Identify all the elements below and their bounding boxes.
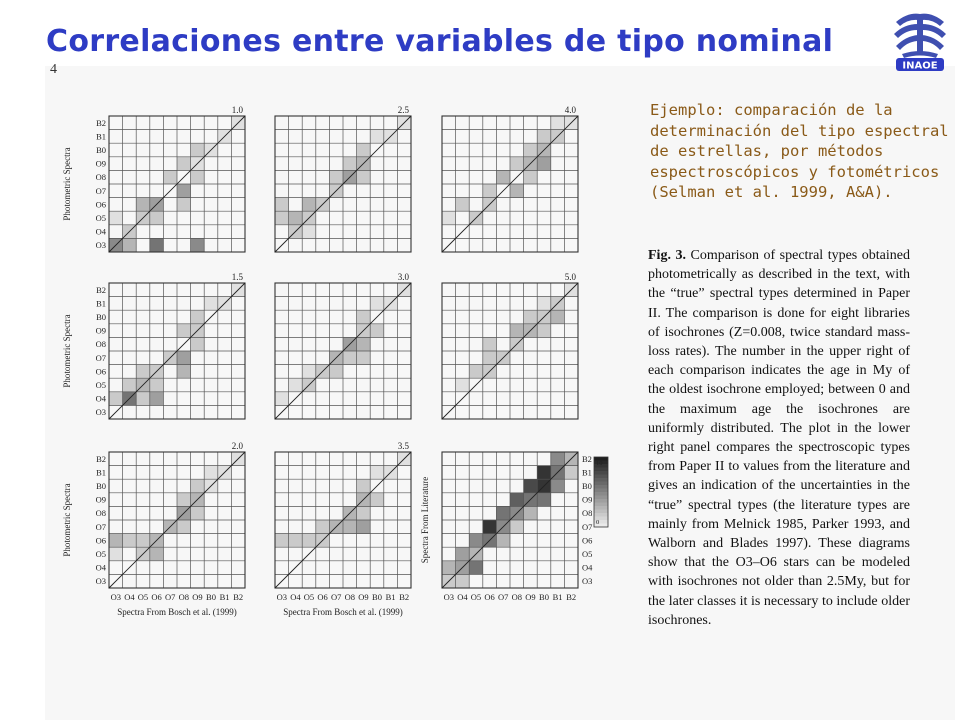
y-tick-label: O3	[95, 407, 106, 418]
heatmap-cell	[150, 392, 164, 406]
heatmap-cell	[357, 310, 371, 324]
heatmap-cell	[370, 297, 384, 311]
y-tick-label: B2	[582, 453, 592, 464]
heatmap-cell	[177, 520, 191, 534]
y-tick-label: O7	[582, 521, 593, 532]
heatmap-cell	[357, 479, 371, 493]
panel-age-label: 2.0	[231, 441, 243, 451]
heatmap-cell	[537, 157, 551, 171]
heatmap-cell	[551, 116, 565, 130]
x-tick-label: O8	[344, 592, 355, 602]
heatmap-cell	[469, 534, 483, 548]
colorbar-max-label: 10	[596, 460, 603, 467]
y-tick-label: O4	[95, 393, 106, 404]
heatmap-cell	[289, 211, 303, 225]
colorbar-step	[594, 492, 608, 496]
heatmap-cell	[191, 170, 205, 184]
y-tick-label: O6	[95, 199, 106, 210]
heatmap-cell	[123, 534, 137, 548]
heatmap-cell	[136, 365, 150, 379]
colorbar-step	[594, 499, 608, 503]
heatmap-cell	[275, 392, 289, 406]
y-tick-label: B2	[96, 117, 106, 128]
heatmap-cell	[456, 574, 470, 588]
y-tick-label: O6	[95, 535, 106, 546]
y-tick-label: B0	[96, 144, 106, 155]
heatmap-cell	[150, 547, 164, 561]
colorbar-min-label: 0	[596, 519, 600, 526]
y-tick-label: O7	[95, 185, 106, 196]
heatmap-cell	[191, 310, 205, 324]
x-tick-label: O9	[358, 592, 369, 602]
colorbar-step	[594, 496, 608, 500]
heatmap-cell	[136, 534, 150, 548]
x-tick-label: O3	[110, 592, 121, 602]
x-tick-label: O4	[124, 592, 135, 602]
x-tick-label: O9	[192, 592, 203, 602]
y-tick-label: B2	[96, 453, 106, 464]
x-tick-label: O6	[484, 592, 495, 602]
heatmap-cell	[510, 520, 524, 534]
heatmap-cell	[537, 493, 551, 507]
y-tick-label: O6	[582, 535, 593, 546]
heatmap-cell	[357, 351, 371, 365]
x-tick-label: O4	[457, 592, 468, 602]
heatmap-cell	[177, 324, 191, 338]
heatmap-cell	[191, 337, 205, 351]
heatmap-cell	[177, 157, 191, 171]
heatmap-cell	[524, 479, 538, 493]
y-tick-label: O3	[95, 240, 106, 251]
y-tick-label: O4	[582, 562, 593, 573]
y-tick-label: O9	[95, 158, 106, 169]
heatmap-cell	[150, 238, 164, 252]
x-tick-label: O8	[511, 592, 522, 602]
colorbar-step	[594, 482, 608, 486]
colorbar-step	[594, 468, 608, 472]
heatmap-cell	[177, 365, 191, 379]
y-tick-label: B1	[96, 131, 106, 142]
x-tick-label: O6	[151, 592, 162, 602]
y-tick-label: B2	[96, 284, 106, 295]
y-tick-label: B0	[582, 480, 592, 491]
heatmap-cell	[191, 479, 205, 493]
y-tick-label: O8	[95, 339, 106, 350]
heatmap-cell	[510, 324, 524, 338]
heatmap-cell	[177, 198, 191, 212]
y-tick-label: B1	[96, 467, 106, 478]
panel-age-label: 3.0	[397, 272, 409, 282]
heatmap-cell	[357, 170, 371, 184]
panel-age-label: 1.0	[231, 105, 243, 115]
y-tick-label: O7	[95, 352, 106, 363]
heatmap-cell	[469, 561, 483, 575]
heatmap-cell	[370, 130, 384, 144]
heatmap-cell	[123, 378, 137, 392]
heatmap-cell	[551, 310, 565, 324]
x-tick-label: B0	[539, 592, 549, 602]
heatmap-cell	[370, 493, 384, 507]
colorbar-step	[594, 485, 608, 489]
heatmap-cell	[302, 198, 316, 212]
heatmap-cell	[109, 534, 123, 548]
heatmap-cell	[496, 534, 510, 548]
x-tick-label: B1	[219, 592, 230, 602]
y-tick-label: O9	[95, 325, 106, 336]
heatmap-cell	[163, 170, 177, 184]
y-tick-label: B1	[96, 298, 106, 309]
y-axis-label-literature: Spectra From Literature	[420, 476, 430, 564]
x-tick-label: O6	[317, 592, 328, 602]
heatmap-cell	[177, 351, 191, 365]
heatmap-cell	[204, 466, 218, 480]
y-tick-label: O6	[95, 366, 106, 377]
y-tick-label: O3	[582, 576, 593, 587]
heatmap-cell	[537, 297, 551, 311]
heatmap-cell	[524, 310, 538, 324]
heatmap-cell	[496, 506, 510, 520]
heatmap-cell	[551, 452, 565, 466]
x-tick-label: O9	[525, 592, 536, 602]
x-tick-label: B0	[372, 592, 382, 602]
heatmap-cell	[150, 211, 164, 225]
heatmap-cell	[357, 143, 371, 157]
y-tick-label: O5	[95, 379, 106, 390]
caption-label: Fig. 3.	[648, 248, 686, 263]
annotation-line: de estrellas, por métodos	[650, 142, 884, 160]
heatmap-cell	[483, 337, 497, 351]
x-tick-label: O3	[443, 592, 454, 602]
x-tick-label: O7	[331, 592, 342, 602]
x-tick-label: O4	[290, 592, 301, 602]
heatmap-cell	[177, 184, 191, 198]
heatmap-cell	[483, 351, 497, 365]
y-tick-label: O3	[95, 576, 106, 587]
y-tick-label: O5	[582, 548, 593, 559]
heatmap-cell	[191, 506, 205, 520]
heatmap-cell	[524, 170, 538, 184]
x-tick-label: O3	[276, 592, 287, 602]
x-tick-label: B2	[566, 592, 577, 602]
heatmap-cell	[123, 238, 137, 252]
colorbar-step	[594, 478, 608, 482]
heatmap-cell	[289, 378, 303, 392]
x-tick-label: O7	[165, 592, 176, 602]
page-number: 4	[50, 62, 57, 77]
heatmap-cell	[524, 506, 538, 520]
heatmap-cell	[275, 534, 289, 548]
heatmap-cell	[343, 351, 357, 365]
heatmap-cell	[329, 170, 343, 184]
heatmap-cell	[370, 466, 384, 480]
annotation-line: Ejemplo: comparación de la	[650, 101, 893, 119]
heatmap-cell	[510, 493, 524, 507]
heatmap-cell	[302, 534, 316, 548]
heatmap-cell	[496, 170, 510, 184]
heatmap-cell	[329, 365, 343, 379]
x-tick-label: O5	[470, 592, 482, 602]
heatmap-cell	[510, 184, 524, 198]
y-tick-label: O9	[95, 494, 106, 505]
x-axis-label: Spectra From Bosch et al. (1999)	[117, 607, 237, 617]
x-tick-label: B1	[385, 592, 396, 602]
y-tick-label: O5	[95, 548, 106, 559]
page-title: Correlaciones entre variables de tipo nominal	[46, 24, 834, 59]
y-tick-label: B1	[582, 467, 592, 478]
heatmap-cell	[357, 337, 371, 351]
y-tick-label: O4	[95, 562, 106, 573]
heatmap-cell	[483, 184, 497, 198]
x-tick-label: O5	[137, 592, 149, 602]
heatmap-cell	[150, 378, 164, 392]
heatmap-cell	[343, 520, 357, 534]
heatmap-cell	[456, 198, 470, 212]
heatmap-cell	[370, 324, 384, 338]
heatmap-cell	[136, 198, 150, 212]
heatmap-cell	[109, 211, 123, 225]
y-axis-label: Photometric Spectra	[62, 147, 72, 221]
heatmap-cell	[191, 238, 205, 252]
y-tick-label: O9	[582, 494, 593, 505]
heatmap-cell	[289, 534, 303, 548]
panel-age-label: 1.5	[231, 272, 243, 282]
panel-age-label: 3.5	[397, 441, 409, 451]
heatmap-cell	[551, 479, 565, 493]
heatmap-cell	[524, 143, 538, 157]
heatmap-cell	[204, 297, 218, 311]
caption-body: Comparison of spectral types obtained photometrically as described in the text, with the “true” spectral types determined in Paper II. The comparison is done for eight libraries of isochrones (Z=0.008, twice standard mass-loss rates). The number in the upper right of each comparison indicates the age in My of the oldest isochrone employed; between 0 and the maximum age the isochrones are uniformly distributed. The plot in the lower right panel compares the spectroscopic types from Paper II to values from the literature and gives an indication of the uncertainties in the “true” spectral types (the literature types are mainly from Melnick 1985, Parker 1993, and Walborn and Blades 1997). These diagrams show that the O3–O6 stars can be modeled with isochrones not older than 2.5My, but for the later classes it is necessary to include older isochrones.	[648, 248, 910, 628]
heatmap-cell	[136, 392, 150, 406]
heatmap-cell	[316, 520, 330, 534]
colorbar-step	[594, 471, 608, 475]
x-tick-label: B0	[206, 592, 216, 602]
heatmap-cell	[442, 561, 456, 575]
heatmap-cell	[357, 520, 371, 534]
heatmap-cell	[109, 547, 123, 561]
panel-age-label: 5.0	[564, 272, 576, 282]
colorbar-step	[594, 503, 608, 507]
x-tick-label: O5	[303, 592, 315, 602]
heatmap-cell	[537, 466, 551, 480]
annotation-line: espectroscópicos y fotométricos	[650, 162, 940, 181]
colorbar-step	[594, 513, 608, 517]
heatmap-cell	[510, 157, 524, 171]
heatmap-cell	[177, 493, 191, 507]
y-tick-label: O8	[95, 172, 106, 183]
heatmap-cell	[537, 130, 551, 144]
x-tick-label: O7	[498, 592, 509, 602]
heatmap-cell	[302, 225, 316, 239]
x-tick-label: B2	[399, 592, 410, 602]
y-tick-label: B0	[96, 311, 106, 322]
y-tick-label: O5	[95, 212, 106, 223]
y-axis-label: Photometric Spectra	[62, 314, 72, 388]
y-tick-label: O4	[95, 226, 106, 237]
heatmap-cell	[109, 392, 123, 406]
annotation-line: (Selman et al. 1999, A&A).	[650, 183, 893, 201]
heatmap-cell	[456, 547, 470, 561]
logo-text: INAOE	[902, 60, 938, 72]
x-tick-label: B2	[233, 592, 244, 602]
heatmap-cell	[302, 365, 316, 379]
heatmap-cell	[191, 143, 205, 157]
heatmap-cell	[469, 365, 483, 379]
panel-age-label: 2.5	[397, 105, 409, 115]
heatmap-cell	[357, 506, 371, 520]
colorbar-step	[594, 489, 608, 493]
colorbar-step	[594, 510, 608, 514]
y-tick-label: O7	[95, 521, 106, 532]
heatmap-cell	[483, 520, 497, 534]
annotation-line: determinación del tipo espectral	[650, 121, 949, 140]
heatmap-cell	[442, 211, 456, 225]
heatmap-cell	[537, 324, 551, 338]
colorbar-step	[594, 475, 608, 479]
heatmap-cell	[275, 198, 289, 212]
x-tick-label: B1	[552, 592, 563, 602]
x-tick-label: O8	[178, 592, 189, 602]
y-tick-label: O8	[582, 508, 593, 519]
heatmap-cell	[275, 211, 289, 225]
colorbar-step	[594, 506, 608, 510]
y-axis-label: Photometric Spectra	[62, 483, 72, 557]
y-tick-label: B0	[96, 480, 106, 491]
x-axis-label: Spectra From Bosch et al. (1999)	[283, 607, 403, 617]
heatmap-cell	[343, 157, 357, 171]
panel-age-label: 4.0	[564, 105, 576, 115]
heatmap-cell	[564, 466, 578, 480]
y-tick-label: O8	[95, 508, 106, 519]
heatmap-cell	[456, 378, 470, 392]
